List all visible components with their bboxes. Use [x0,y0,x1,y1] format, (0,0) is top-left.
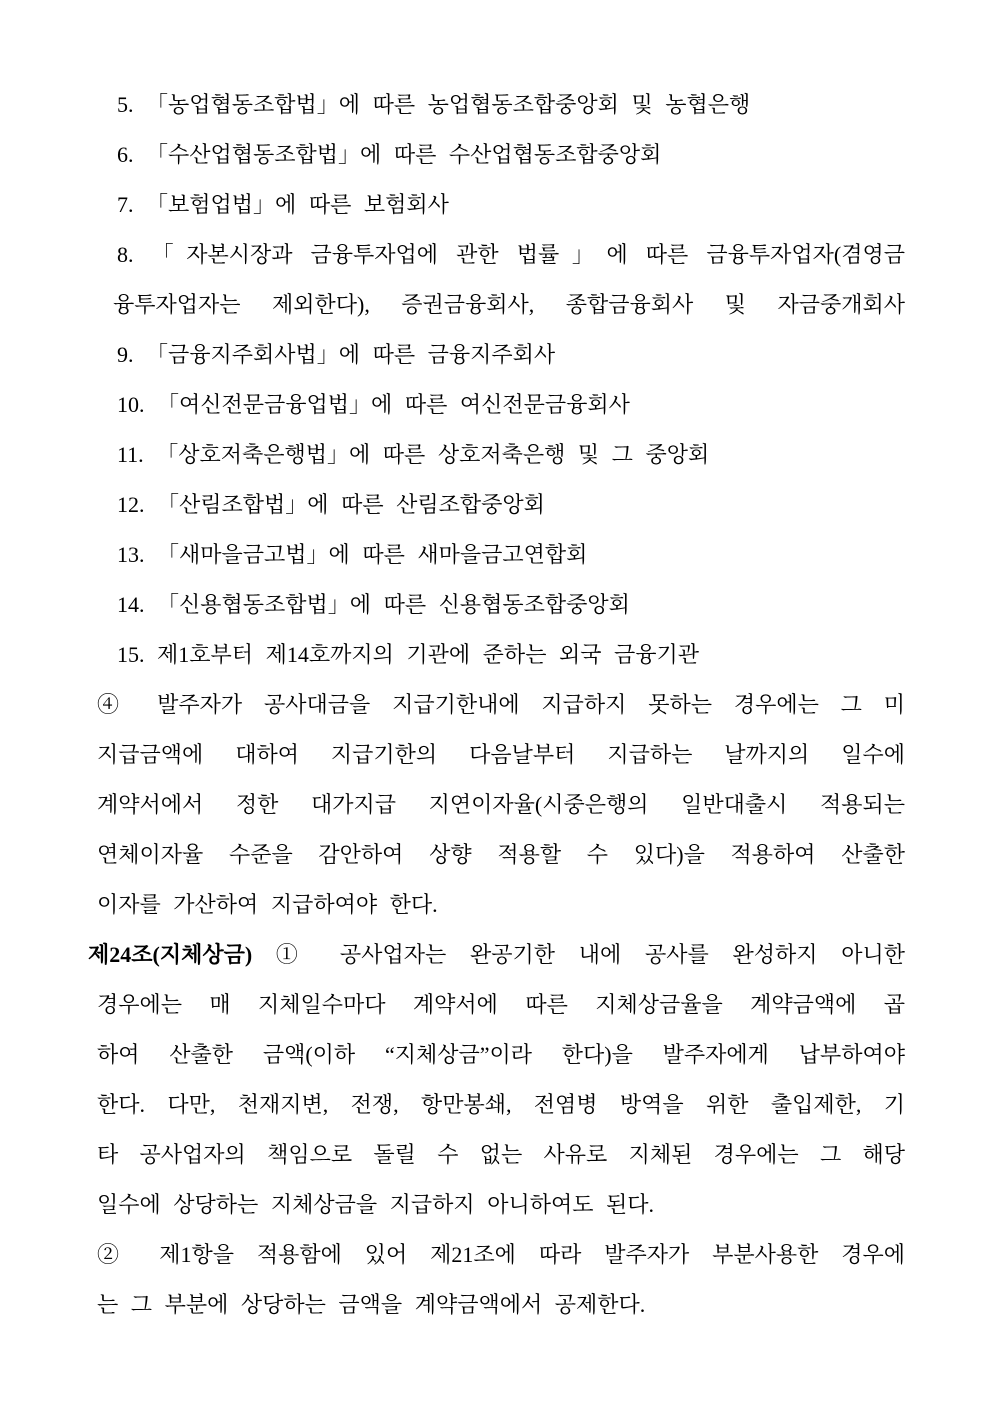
line-text: ① 공사업자는 완공기한 내에 공사를 완성하지 아니한 [252,942,905,967]
line-text: ④ 발주자가 공사대금을 지급기한내에 지급하지 못하는 경우에는 그 미 [97,692,905,717]
line-text: 13. 「새마을금고법」에 따른 새마을금고연합회 [117,542,588,567]
text-line [117,180,905,230]
text-line [97,880,905,930]
line-text: 14. 「신용협동조합법」에 따른 신용협동조합중앙회 [117,592,630,617]
line-text: 일수에 상당하는 지체상금을 지급하지 아니하여도 된다. [97,1192,654,1217]
line-text: 연체이자율 수준을 감안하여 상향 적용할 수 있다)을 적용하여 산출한 [97,842,905,867]
line-text: 6. 「수산업협동조합법」에 따른 수산업협동조합중앙회 [117,142,662,167]
text-line [88,930,905,980]
article-title: 제24조(지체상금) [88,942,253,967]
line-text: 12. 「산림조합법」에 따른 산림조합중앙회 [117,492,545,517]
text-line [97,1280,905,1330]
line-text: 8. 「자본시장과 금융투자업에 관한 법률」에 따른 금융투자업자(겸영금 [117,242,905,267]
text-line [97,730,905,780]
text-line [117,630,905,680]
line-text: 융투자업자는 제외한다), 증권금융회사, 종합금융회사 및 자금중개회사 [113,292,905,317]
line-text: 지급금액에 대하여 지급기한의 다음날부터 지급하는 날까지의 일수에 [97,742,905,767]
line-text: 타 공사업자의 책임으로 돌릴 수 없는 사유로 지체된 경우에는 그 해당 [97,1142,905,1167]
text-line [117,230,905,280]
text-line [117,80,905,130]
line-text: 15. 제1호부터 제14호까지의 기관에 준하는 외국 금융기관 [117,642,700,667]
text-line [113,280,905,330]
text-line [97,780,905,830]
text-line [117,330,905,380]
text-line [117,530,905,580]
text-line [117,130,905,180]
text-line [97,830,905,880]
text-line [97,1080,905,1130]
line-text: ② 제1항을 적용함에 있어 제21조에 따라 발주자가 부분사용한 경우에 [97,1242,905,1267]
line-text: 7. 「보험업법」에 따른 보험회사 [117,192,449,217]
text-line [117,580,905,630]
text-line [117,380,905,430]
line-text: 경우에는 매 지체일수마다 계약서에 따른 지체상금율을 계약금액에 곱 [97,992,905,1017]
text-line [97,1030,905,1080]
text-line [97,1230,905,1280]
line-text: 계약서에서 정한 대가지급 지연이자율(시중은행의 일반대출시 적용되는 [97,792,905,817]
line-text: 9. 「금융지주회사법」에 따른 금융지주회사 [117,342,556,367]
text-line [97,680,905,730]
line-text: 는 그 부분에 상당하는 금액을 계약금액에서 공제한다. [97,1292,646,1317]
text-line [97,1130,905,1180]
line-text: 10. 「여신전문금융업법」에 따른 여신전문금융회사 [117,392,630,417]
text-line [97,1180,905,1230]
line-text: 11. 「상호저축은행법」에 따른 상호저축은행 및 그 중앙회 [117,442,710,467]
line-text: 한다. 다만, 천재지변, 전쟁, 항만봉쇄, 전염병 방역을 위한 출입제한, 기 [97,1092,905,1117]
text-line [117,480,905,530]
document-body [88,80,905,1330]
line-text: 하여 산출한 금액(이하 “지체상금”이라 한다)을 발주자에게 납부하여야 [97,1042,905,1067]
line-text: 5. 「농업협동조합법」에 따른 농업협동조합중앙회 및 농협은행 [117,92,751,117]
text-line [117,430,905,480]
line-text: 이자를 가산하여 지급하여야 한다. [97,892,438,917]
text-line [97,980,905,1030]
